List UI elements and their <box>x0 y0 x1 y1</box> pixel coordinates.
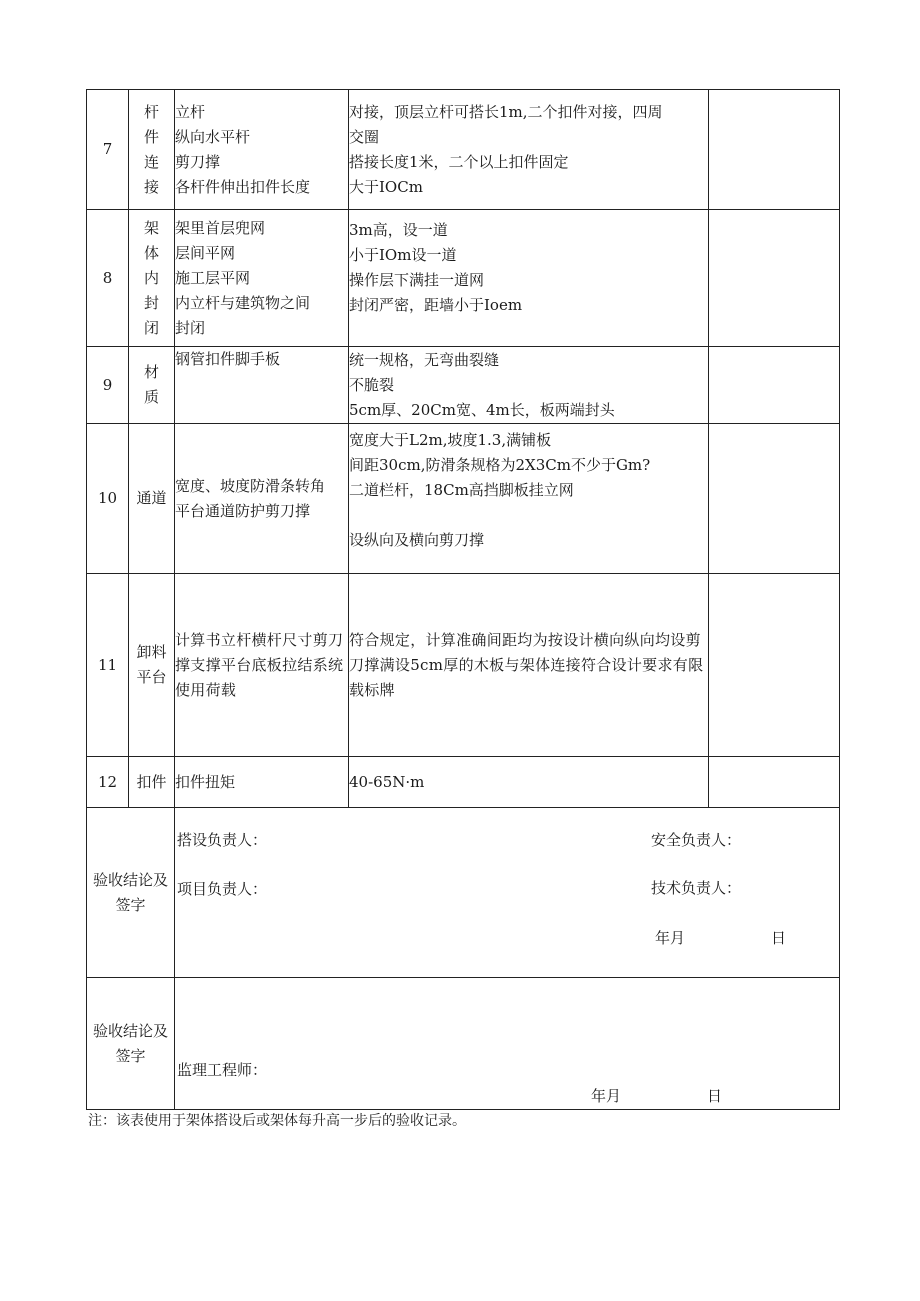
items-cell: 计算书立杆横杆尺寸剪刀撑支撑平台底板拉结系统使用荷载 <box>175 574 349 757</box>
signoff-content <box>175 978 840 1110</box>
category-cell: 架 体 内 封 闭 <box>129 210 175 347</box>
setup-person-label: 搭设负责人： <box>177 831 268 849</box>
project-person-label: 项目负责人： <box>177 880 268 898</box>
row-number: 11 <box>87 574 129 757</box>
signoff-row-2 <box>87 978 840 1110</box>
row-number: 8 <box>87 210 129 347</box>
result-cell <box>709 574 840 757</box>
safety-person-label: 安全负责人： <box>651 831 742 849</box>
category-cell: 卸料 平台 <box>129 574 175 757</box>
requirements-cell: 符合规定，计算准确间距均为按设计横向纵向均设剪刀撑满设5cm厚的木板与架体连接符合设计要求有限载标牌 <box>349 574 709 757</box>
table-row-10 <box>87 424 840 574</box>
signoff-label: 验收结论及签字 <box>87 808 175 978</box>
signoff-content <box>175 808 840 978</box>
date-year-month: 年月 <box>591 1087 622 1105</box>
requirements-cell: 统一规格，无弯曲裂缝 不脆裂 5cm厚、20Cm宽、4m长，板两端封头 <box>349 347 709 424</box>
items-cell: 立杆 纵向水平杆 剪刀撑 各杆件伸出扣件长度 <box>175 90 349 210</box>
signoff-label: 验收结论及签字 <box>87 978 175 1110</box>
signoff-row-1 <box>87 808 840 978</box>
category-cell: 杆 件 连 接 <box>129 90 175 210</box>
result-cell <box>709 90 840 210</box>
category-cell: 扣件 <box>129 757 175 808</box>
requirements-cell: 宽度大于L2m,坡度1.3,满铺板 间距30cm,防滑条规格为2X3Cm不少于Gm? 二道栏杆，18Cm高挡脚板挂立网 设纵向及横向剪刀撑 <box>349 424 709 574</box>
table-row-7 <box>87 90 840 210</box>
result-cell <box>709 757 840 808</box>
category-cell: 通道 <box>129 424 175 574</box>
items-cell: 钢管扣件脚手板 <box>175 347 349 424</box>
table-row-11 <box>87 574 840 757</box>
date-day: 日 <box>771 929 787 947</box>
table-row-9 <box>87 347 840 424</box>
row-number: 10 <box>87 424 129 574</box>
category-cell: 材 质 <box>129 347 175 424</box>
row-number: 9 <box>87 347 129 424</box>
tech-person-label: 技术负责人： <box>651 879 742 897</box>
row-number: 12 <box>87 757 129 808</box>
supervisor-label: 监理工程师： <box>177 1061 268 1079</box>
date-day: 日 <box>707 1087 723 1105</box>
footnote: 注：该表使用于架体搭设后或架体每升高一步后的验收记录。 <box>88 1113 466 1129</box>
table-row-12 <box>87 757 840 808</box>
requirements-cell: 对接，顶层立杆可搭长1m,二个扣件对接，四周 交圈 搭接长度1米，二个以上扣件固定 大于IOCm <box>349 90 709 210</box>
requirements-cell: 3m高，设一道 小于IOm设一道 操作层下满挂一道网 封闭严密，距墙小于Ioem <box>349 210 709 347</box>
table-row-8 <box>87 210 840 347</box>
items-cell: 宽度、坡度防滑条转角 平台通道防护剪刀撑 <box>175 424 349 574</box>
date-year-month: 年月 <box>655 929 686 947</box>
result-cell <box>709 210 840 347</box>
items-cell: 架里首层兜网 层间平网 施工层平网 内立杆与建筑物之间 封闭 <box>175 210 349 347</box>
result-cell <box>709 347 840 424</box>
row-number: 7 <box>87 90 129 210</box>
inspection-table <box>86 89 840 1110</box>
requirements-cell: 40-65N·m <box>349 757 709 808</box>
items-cell: 扣件扭矩 <box>175 757 349 808</box>
result-cell <box>709 424 840 574</box>
